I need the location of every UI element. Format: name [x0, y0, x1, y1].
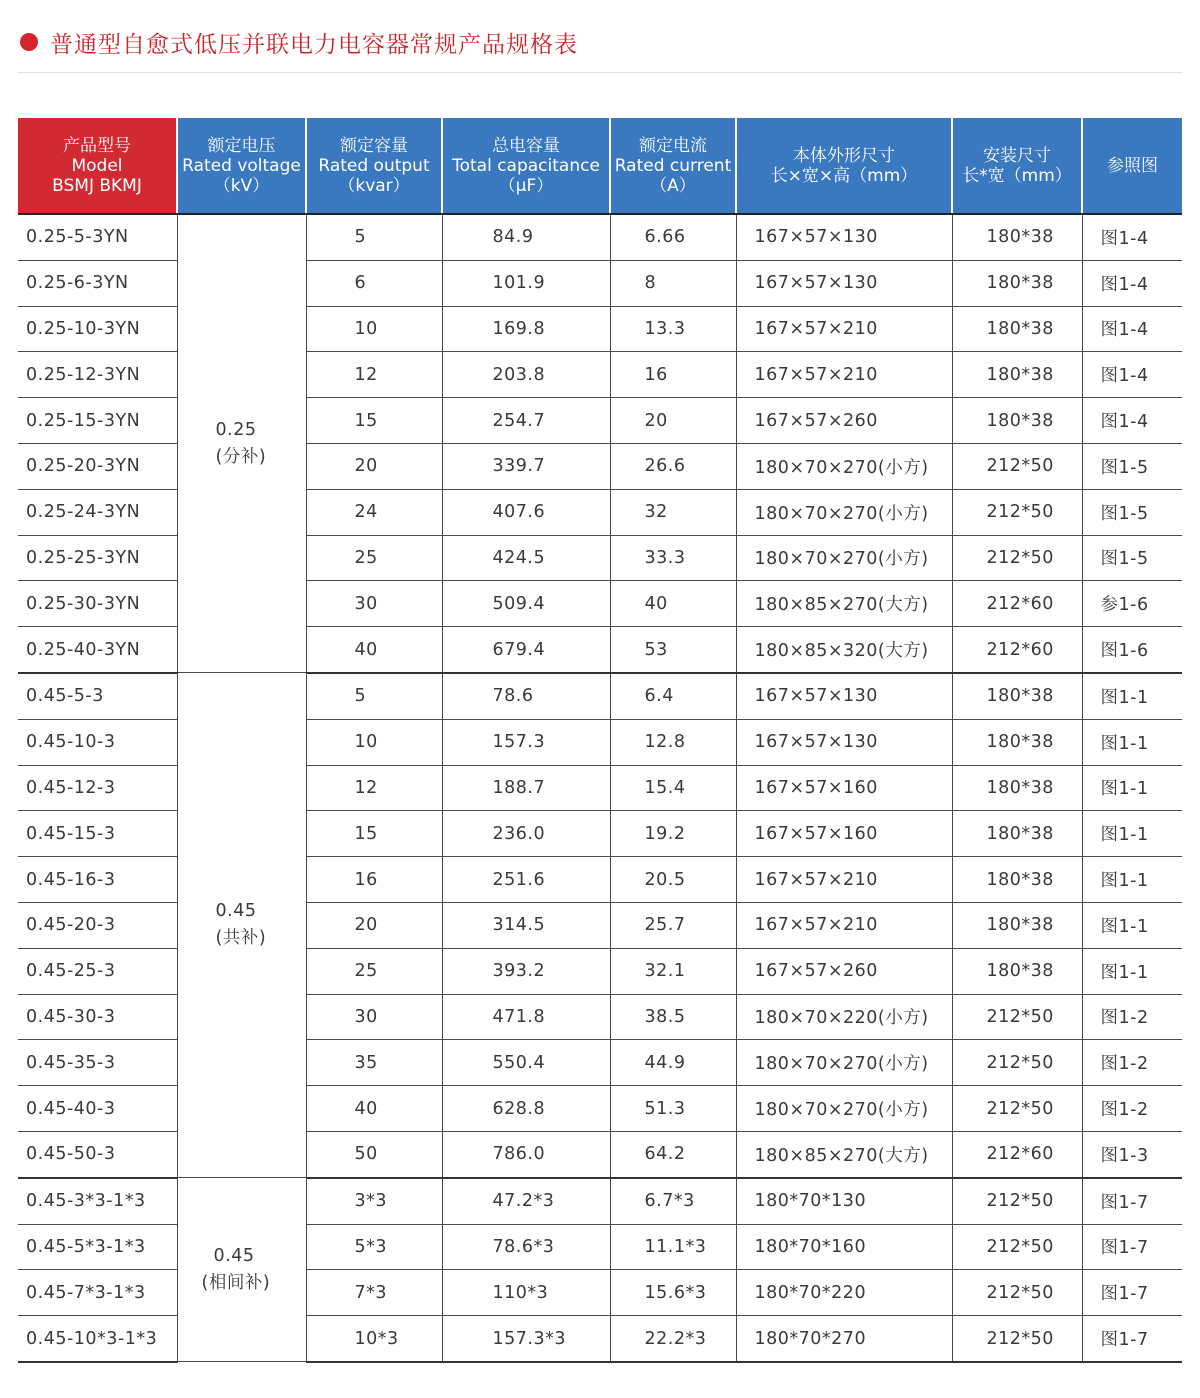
cell-mounting: 212*60 [952, 627, 1082, 673]
cell-dimensions: 180*70*130 [736, 1178, 952, 1224]
cell-mounting: 180*38 [952, 902, 1082, 948]
cell-output: 5 [306, 214, 442, 260]
cell-dimensions: 180×70×270(小方) [736, 489, 952, 535]
cell-dimensions: 167×57×210 [736, 306, 952, 352]
cell-output: 15 [306, 811, 442, 857]
col-header-model: 产品型号 Model BSMJ BKMJ [18, 118, 177, 214]
page-title [20, 22, 578, 62]
cell-model: 0.45-15-3 [18, 811, 177, 857]
table-row [18, 1178, 1182, 1224]
cell-model: 0.25-15-3YN [18, 398, 177, 444]
cell-mounting: 180*38 [952, 765, 1082, 811]
cell-current: 15.6*3 [610, 1270, 736, 1316]
cell-dimensions: 167×57×160 [736, 811, 952, 857]
cell-model: 0.45-16-3 [18, 857, 177, 903]
cell-dimensions: 167×57×210 [736, 352, 952, 398]
cell-output: 5*3 [306, 1224, 442, 1270]
cell-capacitance: 101.9 [442, 260, 610, 306]
cell-model: 0.25-6-3YN [18, 260, 177, 306]
cell-mounting: 212*50 [952, 1086, 1082, 1132]
cell-current: 32 [610, 489, 736, 535]
cell-capacitance: 509.4 [442, 581, 610, 627]
cell-mounting: 180*38 [952, 948, 1082, 994]
cell-model: 0.45-7*3-1*3 [18, 1270, 177, 1316]
cell-dimensions: 167×57×130 [736, 673, 952, 719]
cell-mounting: 212*50 [952, 535, 1082, 581]
cell-dimensions: 180*70*220 [736, 1270, 952, 1316]
cell-output: 10*3 [306, 1316, 442, 1362]
cell-mounting: 212*60 [952, 1131, 1082, 1177]
cell-current: 6.4 [610, 673, 736, 719]
cell-current: 51.3 [610, 1086, 736, 1132]
cell-dimensions: 180×70×270(小方) [736, 443, 952, 489]
cell-mounting: 212*50 [952, 1224, 1082, 1270]
cell-figure: 图1-4 [1082, 398, 1182, 444]
cell-dimensions: 167×57×210 [736, 902, 952, 948]
cell-model: 0.25-5-3YN [18, 214, 177, 260]
cell-output: 30 [306, 581, 442, 627]
cell-mounting: 212*50 [952, 489, 1082, 535]
cell-current: 40 [610, 581, 736, 627]
cell-mounting: 180*38 [952, 811, 1082, 857]
cell-dimensions: 167×57×130 [736, 214, 952, 260]
cell-capacitance: 679.4 [442, 627, 610, 673]
cell-current: 53 [610, 627, 736, 673]
voltage-note: (相间补) [201, 1272, 271, 1293]
cell-mounting: 180*38 [952, 398, 1082, 444]
cell-capacitance: 47.2*3 [442, 1178, 610, 1224]
cell-figure: 图1-3 [1082, 1131, 1182, 1177]
cell-output: 7*3 [306, 1270, 442, 1316]
cell-output: 6 [306, 260, 442, 306]
cell-mounting: 180*38 [952, 673, 1082, 719]
cell-dimensions: 180×85×270(大方) [736, 1131, 952, 1177]
cell-capacitance: 254.7 [442, 398, 610, 444]
cell-dimensions: 167×57×130 [736, 719, 952, 765]
cell-figure: 图1-5 [1082, 489, 1182, 535]
cell-current: 8 [610, 260, 736, 306]
cell-mounting: 180*38 [952, 306, 1082, 352]
cell-model: 0.25-20-3YN [18, 443, 177, 489]
table-row [18, 673, 1182, 719]
table-row [18, 214, 1182, 260]
cell-current: 12.8 [610, 719, 736, 765]
col-header-capacitance: 总电容量 Total capacitance （μF） [442, 118, 610, 214]
col-header-current: 额定电流 Rated current （A） [610, 118, 736, 214]
cell-figure: 图1-1 [1082, 673, 1182, 719]
voltage-value: 0.45 [215, 901, 257, 922]
cell-model: 0.45-12-3 [18, 765, 177, 811]
cell-voltage-group [177, 214, 306, 673]
cell-capacitance: 203.8 [442, 352, 610, 398]
cell-capacitance: 236.0 [442, 811, 610, 857]
cell-figure: 图1-4 [1082, 306, 1182, 352]
cell-model: 0.25-25-3YN [18, 535, 177, 581]
cell-output: 10 [306, 719, 442, 765]
cell-output: 3*3 [306, 1178, 442, 1224]
cell-dimensions: 180*70*160 [736, 1224, 952, 1270]
cell-dimensions: 167×57×260 [736, 948, 952, 994]
spec-table [18, 118, 1182, 1363]
cell-mounting: 180*38 [952, 857, 1082, 903]
cell-model: 0.45-10-3 [18, 719, 177, 765]
cell-figure: 图1-2 [1082, 994, 1182, 1040]
cell-dimensions: 180×70×220(小方) [736, 994, 952, 1040]
cell-output: 40 [306, 1086, 442, 1132]
cell-capacitance: 471.8 [442, 994, 610, 1040]
cell-dimensions: 167×57×160 [736, 765, 952, 811]
cell-model: 0.45-25-3 [18, 948, 177, 994]
cell-output: 30 [306, 994, 442, 1040]
cell-output: 20 [306, 902, 442, 948]
col-header-voltage: 额定电压 Rated voltage （kV） [177, 118, 306, 214]
cell-current: 15.4 [610, 765, 736, 811]
cell-capacitance: 78.6*3 [442, 1224, 610, 1270]
cell-output: 24 [306, 489, 442, 535]
cell-model: 0.45-10*3-1*3 [18, 1316, 177, 1362]
cell-output: 12 [306, 765, 442, 811]
cell-voltage-group [177, 1178, 306, 1362]
cell-capacitance: 78.6 [442, 673, 610, 719]
cell-current: 13.3 [610, 306, 736, 352]
cell-mounting: 212*50 [952, 1178, 1082, 1224]
cell-capacitance: 550.4 [442, 1040, 610, 1086]
cell-output: 15 [306, 398, 442, 444]
cell-capacitance: 786.0 [442, 1131, 610, 1177]
cell-capacitance: 407.6 [442, 489, 610, 535]
cell-model: 0.25-10-3YN [18, 306, 177, 352]
cell-capacitance: 188.7 [442, 765, 610, 811]
red-bullet-icon [20, 33, 38, 51]
cell-figure: 图1-1 [1082, 811, 1182, 857]
cell-capacitance: 314.5 [442, 902, 610, 948]
cell-dimensions: 180×85×270(大方) [736, 581, 952, 627]
cell-mounting: 212*50 [952, 1316, 1082, 1362]
cell-voltage-group [177, 673, 306, 1178]
cell-mounting: 180*38 [952, 260, 1082, 306]
cell-capacitance: 84.9 [442, 214, 610, 260]
cell-figure: 图1-1 [1082, 765, 1182, 811]
cell-figure: 图1-4 [1082, 352, 1182, 398]
cell-current: 32.1 [610, 948, 736, 994]
cell-model: 0.45-35-3 [18, 1040, 177, 1086]
cell-current: 11.1*3 [610, 1224, 736, 1270]
cell-figure: 图1-1 [1082, 719, 1182, 765]
cell-figure: 参1-6 [1082, 581, 1182, 627]
cell-capacitance: 251.6 [442, 857, 610, 903]
cell-dimensions: 180×70×270(小方) [736, 1040, 952, 1086]
cell-current: 44.9 [610, 1040, 736, 1086]
cell-current: 20 [610, 398, 736, 444]
col-header-figure: 参照图 [1082, 118, 1182, 214]
cell-output: 35 [306, 1040, 442, 1086]
cell-current: 64.2 [610, 1131, 736, 1177]
cell-output: 25 [306, 535, 442, 581]
cell-current: 19.2 [610, 811, 736, 857]
header-row [18, 118, 1182, 214]
cell-dimensions: 167×57×210 [736, 857, 952, 903]
cell-current: 38.5 [610, 994, 736, 1040]
cell-mounting: 180*38 [952, 352, 1082, 398]
cell-dimensions: 167×57×130 [736, 260, 952, 306]
cell-mounting: 212*50 [952, 1270, 1082, 1316]
cell-mounting: 212*60 [952, 581, 1082, 627]
cell-capacitance: 628.8 [442, 1086, 610, 1132]
cell-current: 16 [610, 352, 736, 398]
voltage-note: (分补) [215, 446, 267, 467]
cell-mounting: 212*50 [952, 1040, 1082, 1086]
col-header-dimensions: 本体外形尺寸 长×宽×高（mm） [736, 118, 952, 214]
cell-figure: 图1-2 [1082, 1040, 1182, 1086]
cell-output: 10 [306, 306, 442, 352]
col-header-output: 额定容量 Rated output （kvar） [306, 118, 442, 214]
spec-table-body [18, 214, 1182, 1362]
cell-current: 33.3 [610, 535, 736, 581]
cell-model: 0.25-40-3YN [18, 627, 177, 673]
cell-output: 40 [306, 627, 442, 673]
cell-current: 6.66 [610, 214, 736, 260]
cell-dimensions: 180×70×270(小方) [736, 535, 952, 581]
title-divider [18, 72, 1182, 73]
voltage-value: 0.45 [213, 1245, 255, 1266]
cell-figure: 图1-1 [1082, 948, 1182, 994]
cell-current: 26.6 [610, 443, 736, 489]
cell-current: 22.2*3 [610, 1316, 736, 1362]
cell-model: 0.45-30-3 [18, 994, 177, 1040]
cell-figure: 图1-5 [1082, 443, 1182, 489]
cell-figure: 图1-4 [1082, 260, 1182, 306]
cell-capacitance: 424.5 [442, 535, 610, 581]
cell-figure: 图1-1 [1082, 902, 1182, 948]
cell-mounting: 180*38 [952, 719, 1082, 765]
cell-figure: 图1-4 [1082, 214, 1182, 260]
page-title-text: 普通型自愈式低压并联电力电容器常规产品规格表 [50, 31, 578, 58]
cell-model: 0.25-12-3YN [18, 352, 177, 398]
voltage-value: 0.25 [215, 419, 257, 440]
cell-dimensions: 180*70*270 [736, 1316, 952, 1362]
cell-output: 16 [306, 857, 442, 903]
cell-capacitance: 157.3 [442, 719, 610, 765]
cell-mounting: 212*50 [952, 443, 1082, 489]
cell-dimensions: 180×85×320(大方) [736, 627, 952, 673]
cell-model: 0.25-30-3YN [18, 581, 177, 627]
cell-model: 0.45-50-3 [18, 1131, 177, 1177]
cell-figure: 图1-1 [1082, 857, 1182, 903]
col-header-mounting: 安装尺寸 长*宽（mm） [952, 118, 1082, 214]
cell-capacitance: 169.8 [442, 306, 610, 352]
cell-dimensions: 167×57×260 [736, 398, 952, 444]
voltage-note: (共补) [215, 928, 267, 949]
cell-model: 0.45-5*3-1*3 [18, 1224, 177, 1270]
cell-dimensions: 180×70×270(小方) [736, 1086, 952, 1132]
cell-current: 20.5 [610, 857, 736, 903]
cell-model: 0.45-40-3 [18, 1086, 177, 1132]
cell-output: 50 [306, 1131, 442, 1177]
cell-figure: 图1-7 [1082, 1224, 1182, 1270]
cell-capacitance: 339.7 [442, 443, 610, 489]
cell-model: 0.45-3*3-1*3 [18, 1178, 177, 1224]
cell-capacitance: 110*3 [442, 1270, 610, 1316]
cell-output: 20 [306, 443, 442, 489]
cell-figure: 图1-7 [1082, 1316, 1182, 1362]
cell-output: 5 [306, 673, 442, 719]
cell-mounting: 180*38 [952, 214, 1082, 260]
cell-model: 0.45-5-3 [18, 673, 177, 719]
cell-figure: 图1-5 [1082, 535, 1182, 581]
cell-current: 25.7 [610, 902, 736, 948]
cell-output: 25 [306, 948, 442, 994]
cell-figure: 图1-2 [1082, 1086, 1182, 1132]
cell-model: 0.25-24-3YN [18, 489, 177, 535]
cell-capacitance: 157.3*3 [442, 1316, 610, 1362]
cell-figure: 图1-7 [1082, 1178, 1182, 1224]
cell-model: 0.45-20-3 [18, 902, 177, 948]
cell-current: 6.7*3 [610, 1178, 736, 1224]
cell-mounting: 212*50 [952, 994, 1082, 1040]
cell-figure: 图1-7 [1082, 1270, 1182, 1316]
cell-figure: 图1-6 [1082, 627, 1182, 673]
cell-capacitance: 393.2 [442, 948, 610, 994]
cell-output: 12 [306, 352, 442, 398]
